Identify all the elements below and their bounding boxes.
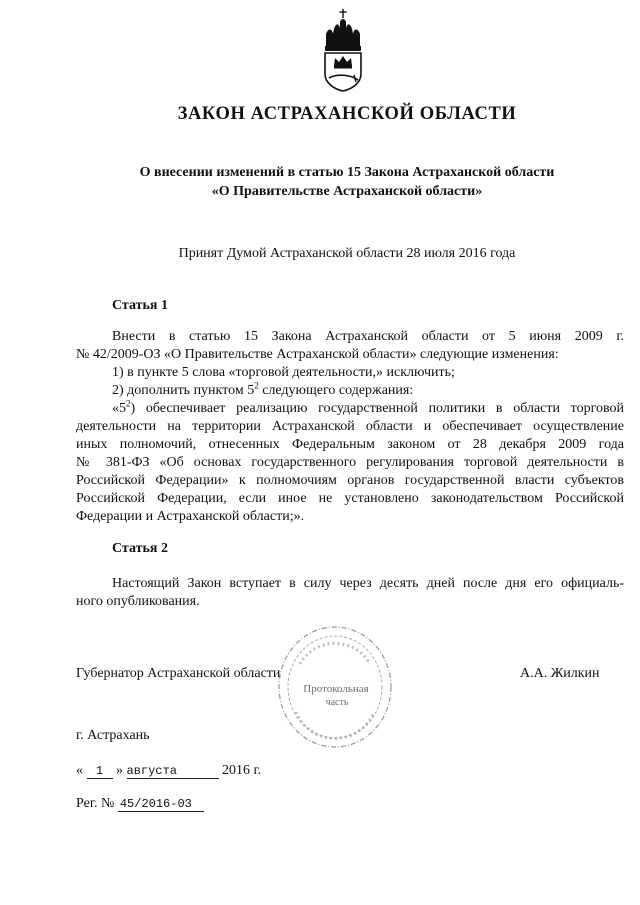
article-1-text-part: ) обеспечивает реализацию государственной политики в области торговой xyxy=(130,401,624,416)
article-1-text-line: иных полномочий, отнесенных Федеральным законом от 28 декабря 2009 года xyxy=(76,437,624,452)
article-1-text-line: № 42/2009-ОЗ «О Правительстве Астраханской области» следующие изменения: xyxy=(76,347,559,362)
article-1-text-line: Российской Федерации, если иное не установлено законодательством Российской xyxy=(76,491,624,506)
article-1-heading: Статья 1 xyxy=(112,298,168,313)
law-subtitle-line-1: О внесении изменений в статью 15 Закона Астраханской области xyxy=(139,165,555,180)
article-1-text-part: «5 xyxy=(112,401,126,416)
article-1-text-part: следующего содержания: xyxy=(258,383,414,398)
article-2-heading: Статья 2 xyxy=(112,541,168,556)
governor-title: Губернатор Астраханской области xyxy=(76,666,281,681)
article-1-text-line: 1) в пункте 5 слова «торговой деятельности,» исключить; xyxy=(112,365,455,380)
stamp-text-line-1: Протокольная xyxy=(303,683,369,695)
law-subtitle-line-2: «О Правительстве Астраханской области» xyxy=(211,184,483,199)
date-day: 1 xyxy=(87,764,113,779)
date-open-quote: « xyxy=(76,763,83,778)
registration-label: Рег. № xyxy=(76,796,115,811)
article-1-text-line: Федерации и Астраханской области;». xyxy=(76,509,305,524)
signing-city: г. Астрахань xyxy=(76,728,150,743)
article-1-text-line: Российской Федерации» к полномочиям органов государственной власти субъектов xyxy=(76,473,624,488)
superscript: 2 xyxy=(254,380,259,391)
registration-number xyxy=(76,796,204,812)
article-1-text-part: 2) дополнить пунктом 5 xyxy=(112,383,255,398)
date-close-quote: » xyxy=(116,763,123,778)
governor-name: А.А. Жилкин xyxy=(520,666,600,681)
article-1-text-line: № 381-ФЗ «Об основах государственного регулирования торговой деятельности в xyxy=(76,455,624,470)
coat-of-arms-emblem xyxy=(318,8,368,94)
article-1-text-line: Внести в статью 15 Закона Астраханской области от 5 июня 2009 г. xyxy=(112,329,624,344)
date-month: августа xyxy=(127,764,219,779)
stamp-text-line-2: часть xyxy=(325,697,349,708)
article-2-text-line: Настоящий Закон вступает в силу через десять дней после дня его официаль- xyxy=(112,576,624,591)
adoption-line: Принят Думой Астраханской области 28 июля 2016 года xyxy=(178,246,516,261)
registration-value: 45/2016-03 xyxy=(118,797,204,812)
signing-date xyxy=(76,763,261,779)
article-2-text-line: ного опубликования. xyxy=(76,594,200,609)
article-1-text-line: деятельности на территории Астраханской области и обеспечивает осуществление xyxy=(76,419,624,434)
date-year: 2016 г. xyxy=(222,763,262,778)
superscript: 2 xyxy=(126,398,131,409)
law-title: ЗАКОН АСТРАХАНСКОЙ ОБЛАСТИ xyxy=(177,104,517,124)
article-1-text-line xyxy=(112,400,624,418)
official-stamp xyxy=(276,624,394,750)
article-1-text-line xyxy=(112,382,624,400)
